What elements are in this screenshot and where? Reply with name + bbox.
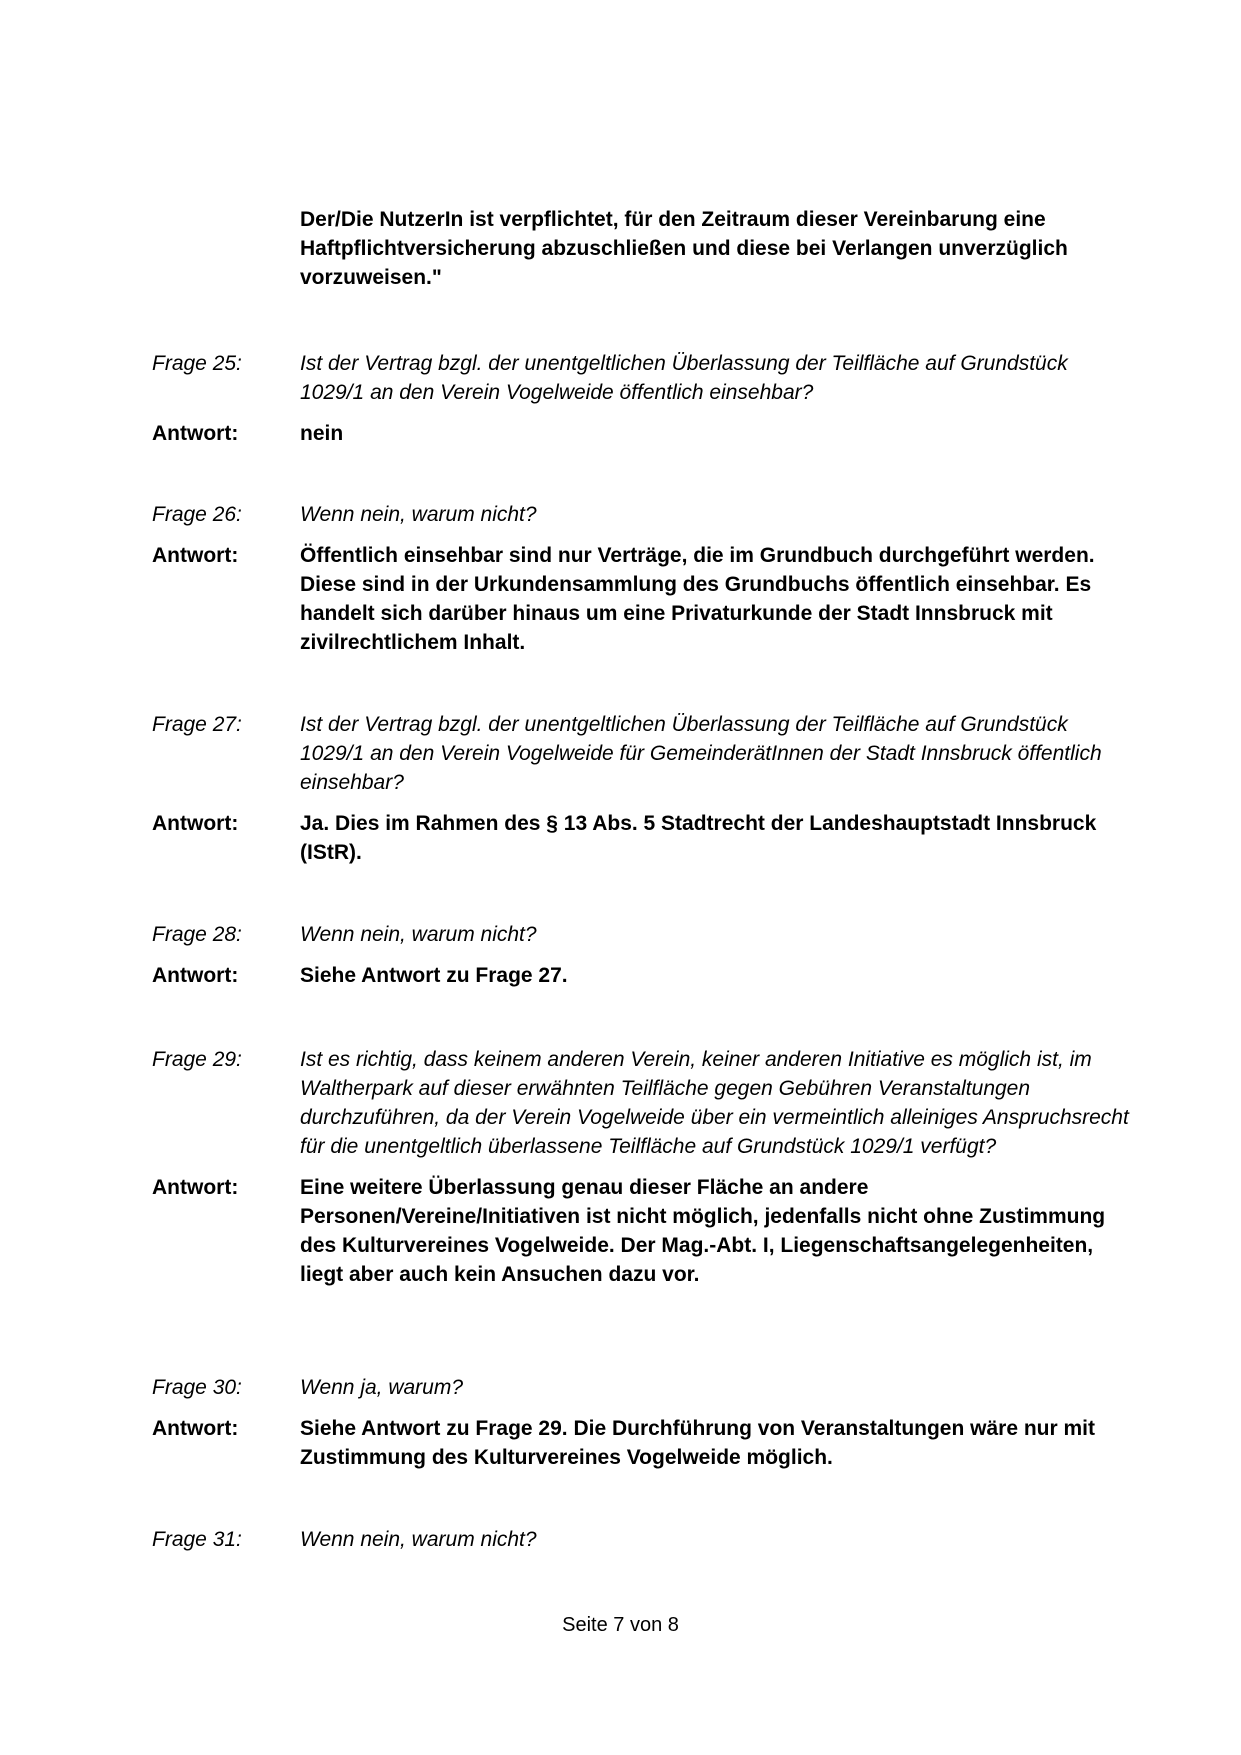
answer-text: nein <box>300 422 344 445</box>
answer-label: Antwort: <box>152 812 239 835</box>
answer-label: Antwort: <box>152 422 239 445</box>
qa-block-30 <box>152 1373 1132 1472</box>
question-label: Frage 25: <box>152 352 242 375</box>
intro-paragraph: Der/Die NutzerIn ist verpflichtet, für den Zeitraum dieser Vereinbarung eine Haftpflichtversicherung abzuschließen und diese bei Verlangen unverzüglich vorzuweisen." <box>300 208 1068 289</box>
answer-row <box>152 1173 1132 1289</box>
qa-block-31 <box>152 1525 1132 1554</box>
answer-label: Antwort: <box>152 964 239 987</box>
question-row <box>152 1373 1132 1402</box>
answer-row <box>152 809 1132 867</box>
answer-text: Öffentlich einsehbar sind nur Verträge, die im Grundbuch durchgeführt werden. Diese sind in der Urkundensammlung des Grundbuchs öffentlich einsehbar. Es handelt sich darüber hinaus um eine Privaturkunde der Stadt Innsbruck mit zivilrechtlichem Inhalt. <box>300 544 1095 654</box>
answer-row <box>152 961 1132 990</box>
question-label: Frage 30: <box>152 1376 242 1399</box>
question-label: Frage 29: <box>152 1048 242 1071</box>
question-text: Wenn nein, warum nicht? <box>300 1528 537 1551</box>
question-label: Frage 31: <box>152 1528 242 1551</box>
answer-row <box>152 419 1132 448</box>
question-row <box>152 710 1132 797</box>
qa-block-28 <box>152 920 1132 990</box>
qa-block-29 <box>152 1045 1132 1289</box>
question-text: Wenn nein, warum nicht? <box>300 503 537 526</box>
question-row <box>152 500 1132 529</box>
qa-block-25 <box>152 349 1132 448</box>
answer-text: Eine weitere Überlassung genau dieser Fläche an andere Personen/Vereine/Initiativen ist nicht möglich, jedenfalls nicht ohne Zustimmung des Kulturvereines Vogelweide. Der Mag.-Abt. I, Liegenschaftsangelegenheiten, liegt aber auch kein Ansuchen dazu vor. <box>300 1176 1106 1286</box>
answer-label: Antwort: <box>152 1417 239 1440</box>
page-number: Seite 7 von 8 <box>562 1614 679 1636</box>
answer-row <box>152 541 1132 657</box>
answer-label: Antwort: <box>152 1176 239 1199</box>
answer-label: Antwort: <box>152 544 239 567</box>
question-text: Ist es richtig, dass keinem anderen Verein, keiner anderen Initiative es möglich ist, im Waltherpark auf dieser erwähnten Teilfläche gegen Gebühren Veranstaltungen durchzuführen, da der Verein Vogelweide über ein vermeintlich alleiniges Anspruchsrecht für die unentgeltlich überlassene Teilfläche auf Grundstück 1029/1 verfügt? <box>300 1048 1129 1158</box>
question-row <box>152 1045 1132 1161</box>
question-label: Frage 28: <box>152 923 242 946</box>
question-text: Wenn ja, warum? <box>300 1376 464 1399</box>
question-text: Ist der Vertrag bzgl. der unentgeltlichen Überlassung der Teilfläche auf Grundstück 1029/1 an den Verein Vogelweide öffentlich einsehbar? <box>300 352 1068 404</box>
answer-text: Siehe Antwort zu Frage 29. Die Durchführung von Veranstaltungen wäre nur mit Zustimmung des Kulturvereines Vogelweide möglich. <box>300 1417 1096 1469</box>
question-row <box>152 1525 1132 1554</box>
qa-block-26 <box>152 500 1132 657</box>
answer-text: Siehe Antwort zu Frage 27. <box>300 964 568 987</box>
question-label: Frage 26: <box>152 503 242 526</box>
answer-row <box>152 1414 1132 1472</box>
qa-block-27 <box>152 710 1132 867</box>
question-row <box>152 349 1132 407</box>
question-text: Ist der Vertrag bzgl. der unentgeltlichen Überlassung der Teilfläche auf Grundstück 1029/1 an den Verein Vogelweide für GemeinderätInnen der Stadt Innsbruck öffentlich einsehbar? <box>300 713 1102 794</box>
question-text: Wenn nein, warum nicht? <box>300 923 537 946</box>
question-row <box>152 920 1132 949</box>
question-label: Frage 27: <box>152 713 242 736</box>
answer-text: Ja. Dies im Rahmen des § 13 Abs. 5 Stadtrecht der Landeshauptstadt Innsbruck (IStR). <box>300 812 1097 864</box>
